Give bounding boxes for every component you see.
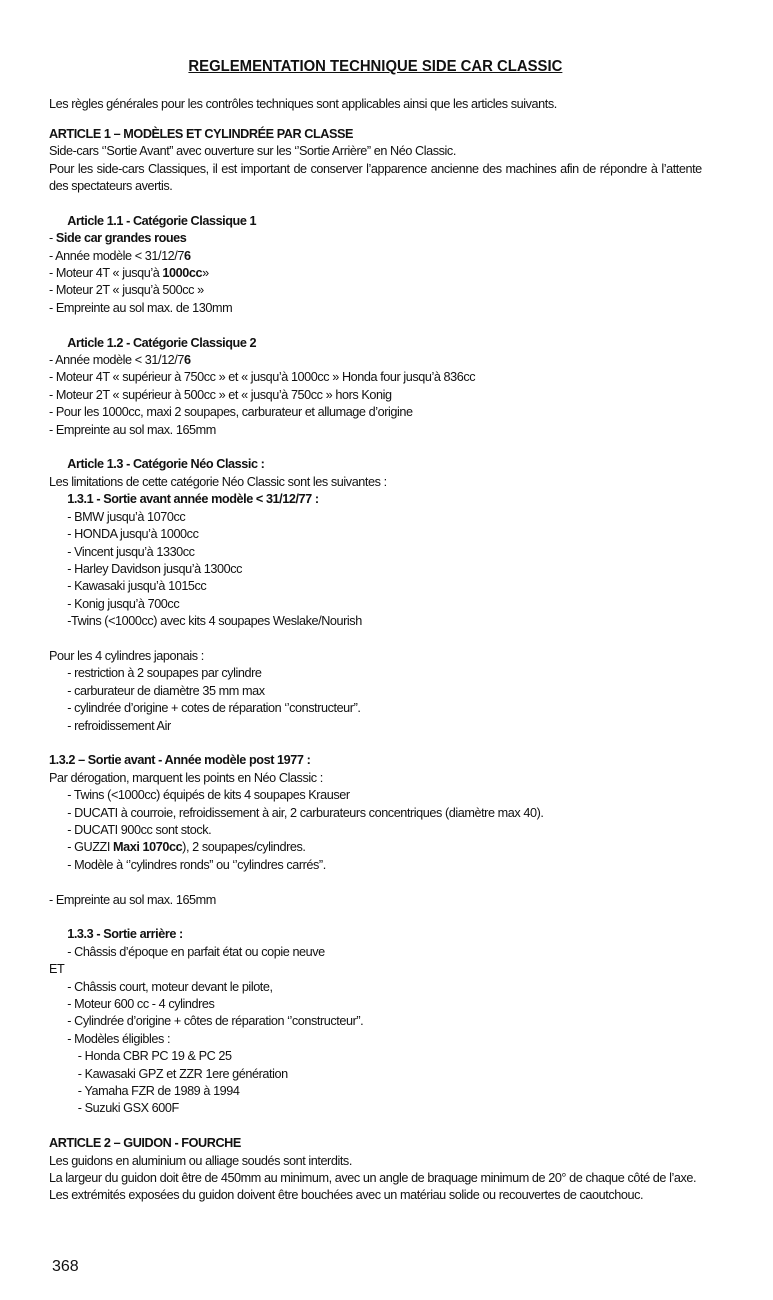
model-item: - Kawasaki GPZ et ZZR 1ere génération [77,1065,288,1081]
list-item: - Twins (<1000cc) équipés de kits 4 soupapes Krauser [67,787,350,803]
list-item: - Moteur 2T « jusqu’à 500cc » [49,282,204,298]
section-1-3-1-heading: 1.3.1 - Sortie avant année modèle < 31/12/77 : [67,491,319,507]
list-item: - Pour les 1000cc, maxi 2 soupapes, carburateur et allumage d’origine [49,404,413,420]
article-1-1 [49,212,675,316]
article-1-line: Side-cars ‘’Sortie Avant” avec ouverture sur les ‘’Sortie Arrière” en Néo Classic. [49,143,456,159]
list-item: - carburateur de diamètre 35 mm max [67,682,265,698]
list-item: - GUZZI Maxi 1070cc), 2 soupapes/cylindres. [67,839,306,855]
article-1 [49,125,702,195]
list-item: - Konig jusqu’à 700cc [67,595,180,611]
article-1-paragraph: Pour les side-cars Classiques, il est important de conserver l’apparence ancienne des machines afin de répondre à l’attente des spectateurs avertis. [49,160,702,194]
article-1-2 [49,334,675,438]
list-item: - Empreinte au sol max. 165mm [49,891,216,907]
list-item: - cylindrée d’origine + cotes de réparation ‘’constructeur”. [67,700,361,716]
list-item: - Empreinte au sol max. de 130mm [49,299,233,315]
list-item: - refroidissement Air [67,717,171,733]
list-item: - Modèle à ‘’cylindres ronds” ou ‘’cylindres carrés”. [67,856,326,872]
list-item: - restriction à 2 soupapes par cylindre [67,665,262,681]
article-1-3 [49,455,675,1116]
section-1-3-2-intro: Par dérogation, marquent les points en Néo Classic : [49,769,323,785]
et-label: ET [49,961,65,977]
list-item: - Side car grandes roues [49,230,187,246]
list-item: - Année modèle < 31/12/76 [49,247,191,263]
model-item: - Yamaha FZR de 1989 à 1994 [77,1083,240,1099]
list-item: - DUCATI 900cc sont stock. [67,821,212,837]
list-item: - Kawasaki jusqu’à 1015cc [67,578,207,594]
list-item: - Moteur 4T « supérieur à 750cc » et « jusqu’à 1000cc » Honda four jusqu’à 836cc [49,369,476,385]
article-1-3-heading: Article 1.3 - Catégorie Néo Classic : [67,456,265,472]
list-item: - Moteur 2T « supérieur à 500cc » et « jusqu’à 750cc » hors Konig [49,386,392,402]
article-2-line: La largeur du guidon doit être de 450mm au minimum, avec un angle de braquage minimum de 20° de chaque côté de l’axe. [49,1170,697,1186]
list-item: - BMW jusqu’à 1070cc [67,508,186,524]
article-2-line: Les guidons en aluminium ou alliage soudés sont interdits. [49,1152,352,1168]
list-item: - HONDA jusqu’à 1000cc [67,526,199,542]
japanese-4-cyl-intro: Pour les 4 cylindres japonais : [49,647,204,663]
list-item: - Harley Davidson jusqu’à 1300cc [67,560,243,576]
section-1-3-2-heading: 1.3.2 – Sortie avant - Année modèle post 1977 : [49,752,311,768]
article-1-heading: ARTICLE 1 – MODÈLES ET CYLINDRÉE PAR CLASSE [49,125,354,141]
intro-paragraph: Les règles générales pour les contrôles techniques sont applicables ainsi que les articles suivants. [49,96,557,112]
list-item: - DUCATI à courroie, refroidissement à air, 2 carburateurs concentriques (diamètre max 40). [67,804,544,820]
page-number: 368 [52,1258,79,1275]
list-item: -Twins (<1000cc) avec kits 4 soupapes Weslake/Nourish [67,613,362,629]
model-item: - Suzuki GSX 600F [77,1100,179,1116]
list-item: - Moteur 4T « jusqu’à 1000cc» [49,265,209,281]
page-title: REGLEMENTATION TECHNIQUE SIDE CAR CLASSIC [188,58,563,75]
section-1-3-3-heading: 1.3.3 - Sortie arrière : [67,926,183,942]
article-2-line: Les extrémités exposées du guidon doivent être bouchées avec un matériau solide ou recouvertes de caoutchouc. [49,1187,644,1203]
list-item: - Châssis court, moteur devant le pilote, [67,978,273,994]
list-item: - Vincent jusqu’à 1330cc [67,543,195,559]
model-item: - Honda CBR PC 19 & PC 25 [77,1048,232,1064]
list-item: - Modèles éligibles : [67,1030,171,1046]
list-item: - Moteur 600 cc - 4 cylindres [67,996,215,1012]
list-item: - Empreinte au sol max. 165mm [49,421,216,437]
article-2-heading: ARTICLE 2 – GUIDON - FOURCHE [49,1135,241,1151]
list-item: - Cylindrée d’origine + côtes de réparation ‘’constructeur”. [67,1013,364,1029]
article-2 [49,1134,697,1204]
list-item: - Châssis d’époque en parfait état ou copie neuve [67,943,325,959]
document-page [49,58,702,1204]
article-1-1-heading: Article 1.1 - Catégorie Classique 1 [67,212,257,228]
article-1-2-heading: Article 1.2 - Catégorie Classique 2 [67,334,257,350]
list-item: - Année modèle < 31/12/76 [49,352,191,368]
article-1-3-intro: Les limitations de cette catégorie Néo Classic sont les suivantes : [49,473,387,489]
